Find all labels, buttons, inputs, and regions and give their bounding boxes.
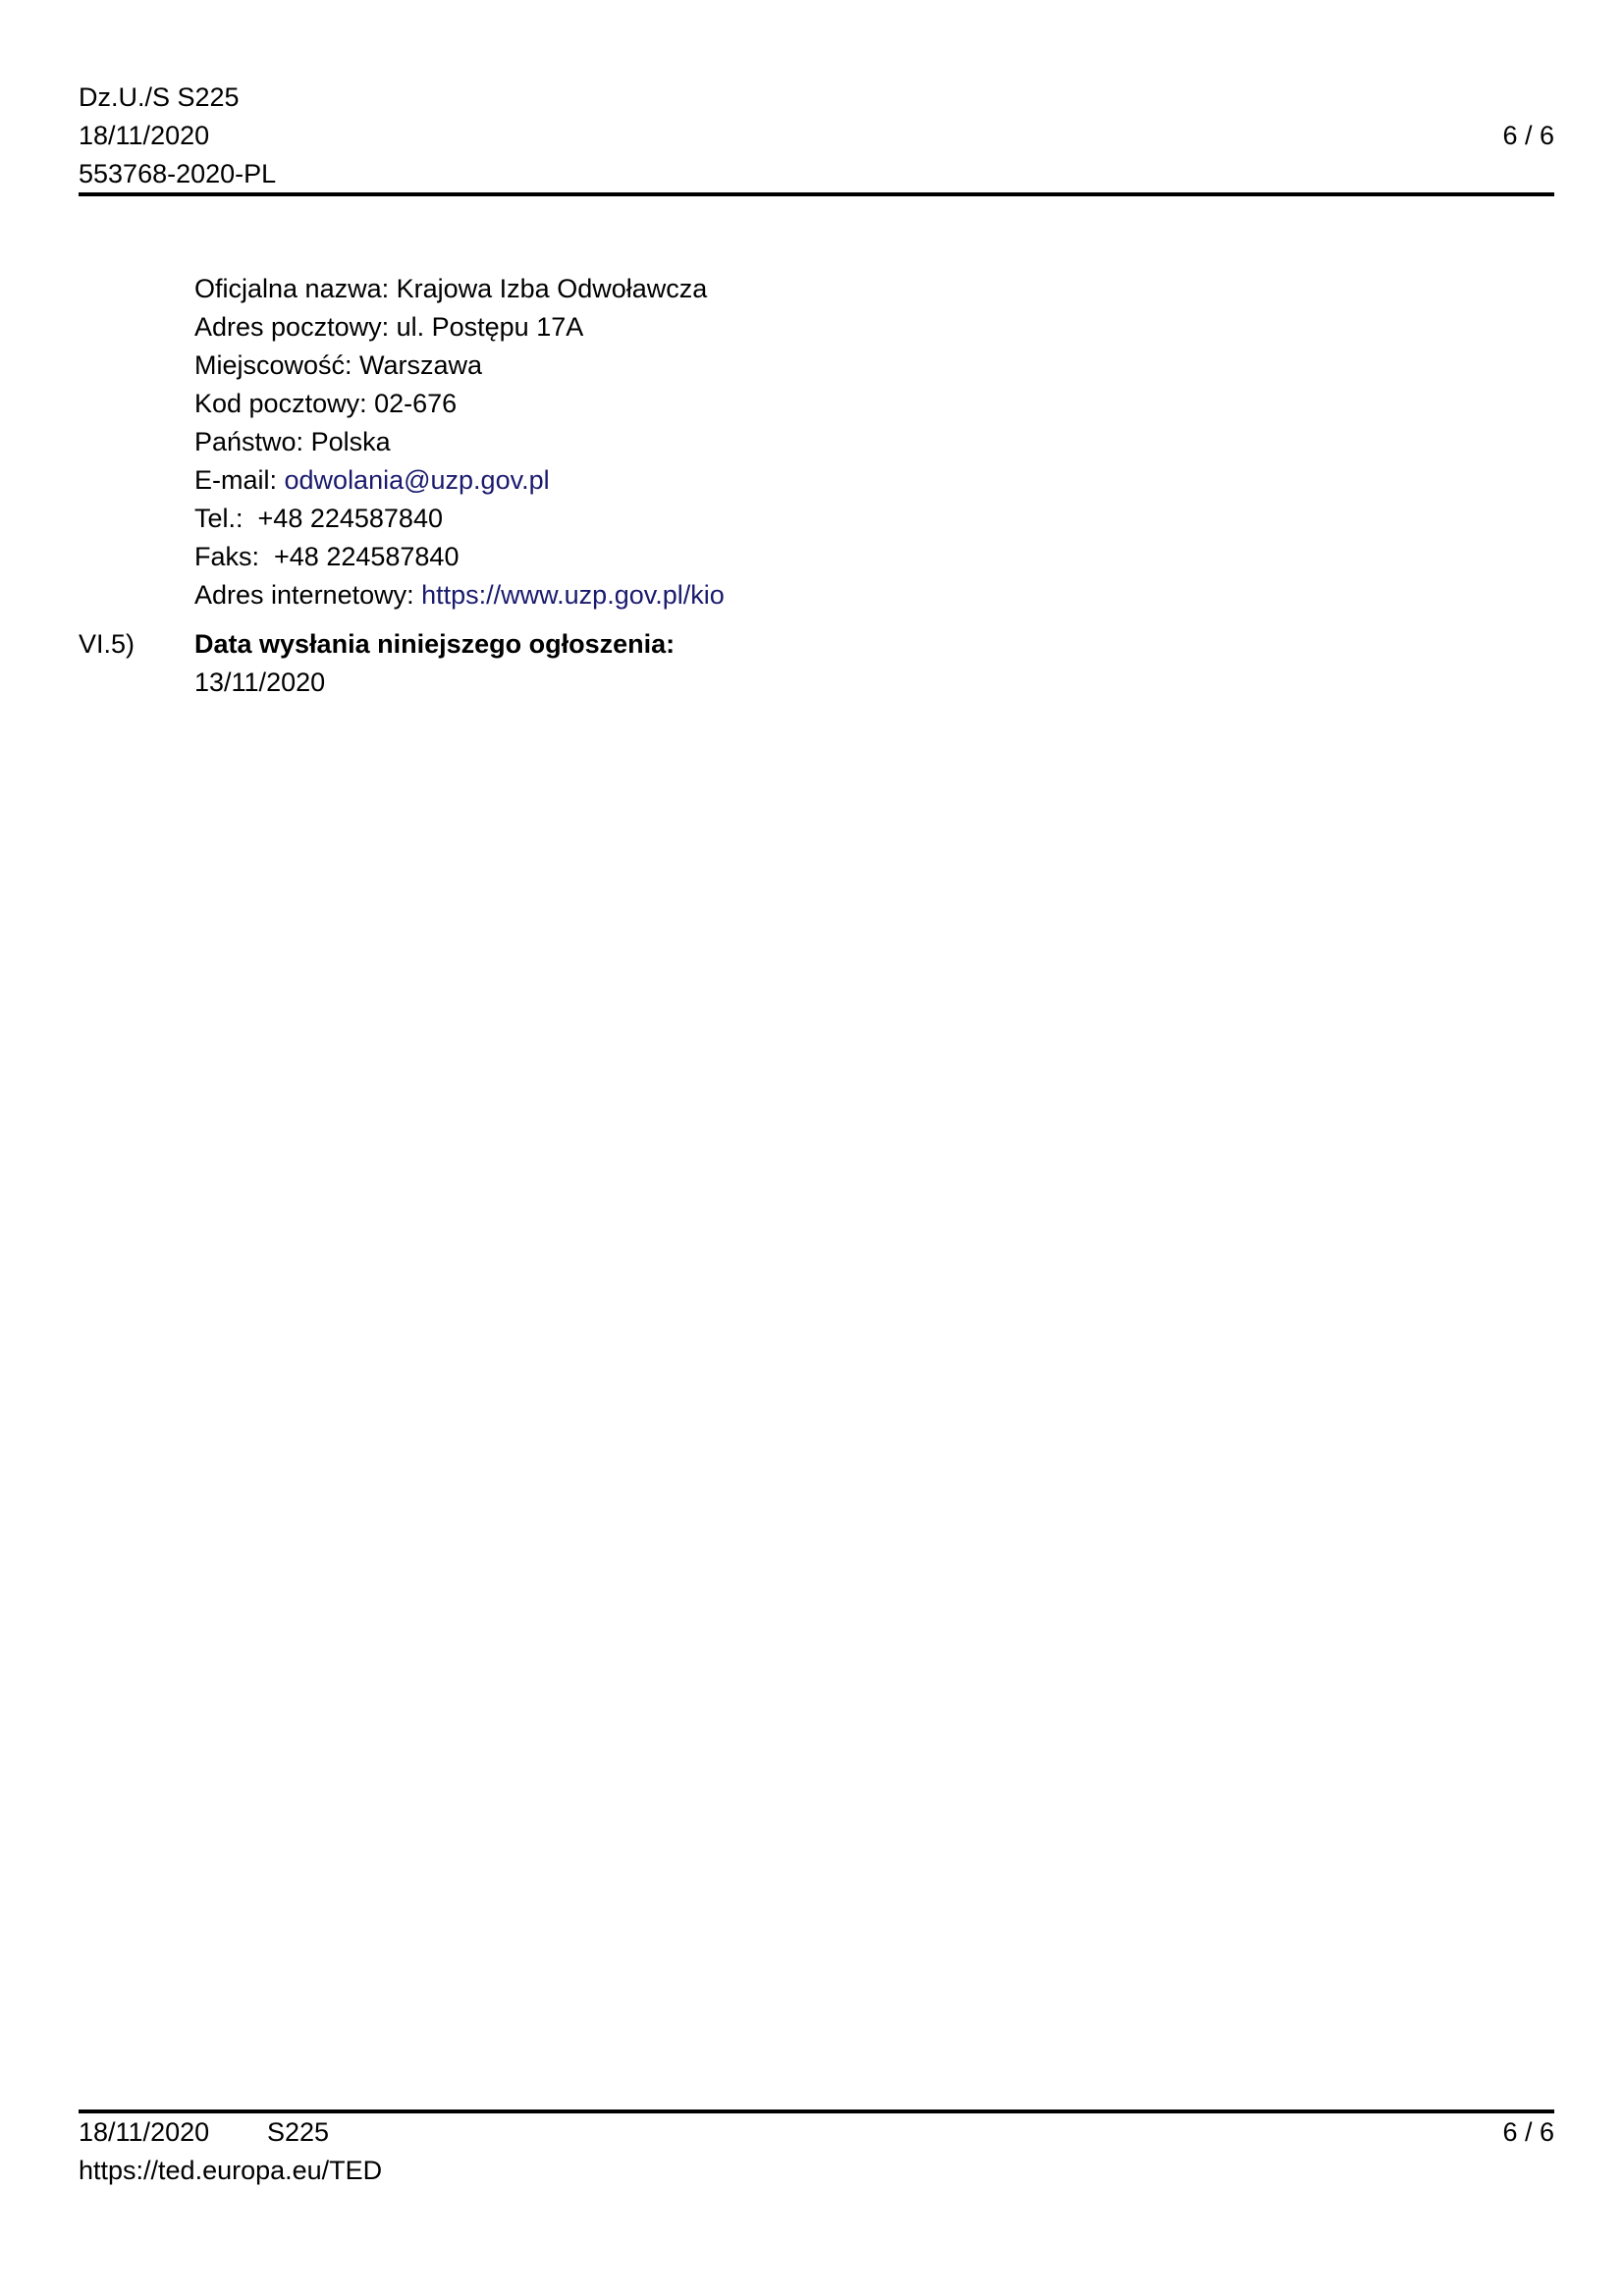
footer-series: S225	[267, 2117, 330, 2147]
section-body	[194, 625, 675, 702]
postal-address-label: Adres pocztowy:	[194, 312, 397, 342]
page-number: 6 / 6	[1502, 121, 1554, 150]
website-link[interactable]: https://www.uzp.gov.pl/kio	[421, 580, 725, 610]
postal-code-line	[194, 385, 1554, 423]
footer-date: 18/11/2020	[79, 2117, 210, 2147]
journal-reference: Dz.U./S S225	[79, 82, 240, 112]
official-name-value: Krajowa Izba Odwoławcza	[396, 274, 708, 303]
town-label: Miejscowość:	[194, 350, 360, 380]
footer-meta	[79, 2113, 1554, 2152]
postal-code-value: 02-676	[374, 389, 458, 418]
footer-page-number: 6 / 6	[1502, 2117, 1554, 2147]
country-label: Państwo:	[194, 427, 311, 456]
section-vi5	[79, 625, 1554, 702]
country-value: Polska	[310, 427, 391, 456]
phone-label: Tel.:	[194, 504, 258, 533]
review-body-address	[194, 270, 1554, 614]
official-name-label: Oficjalna nazwa:	[194, 274, 397, 303]
town-value: Warszawa	[359, 350, 483, 380]
official-name-line	[194, 270, 1554, 308]
postal-address-value: ul. Postępu 17A	[396, 312, 584, 342]
publication-date: 18/11/2020	[79, 121, 210, 150]
fax-line	[194, 538, 1554, 576]
dispatch-date: 13/11/2020	[194, 667, 326, 697]
footer-url: https://ted.europa.eu/TED	[79, 2156, 383, 2185]
header-divider	[79, 192, 1554, 196]
postal-address-line	[194, 308, 1554, 347]
country-line	[194, 423, 1554, 461]
website-label: Adres internetowy:	[194, 580, 422, 610]
header-left	[79, 79, 1554, 193]
postal-code-label: Kod pocztowy:	[194, 389, 375, 418]
fax-value: +48 224587840	[274, 542, 460, 571]
website-line	[194, 576, 1554, 614]
email-label: E-mail:	[194, 465, 285, 495]
page-footer	[79, 2113, 1554, 2190]
phone-line	[194, 500, 1554, 538]
page-header	[79, 79, 1554, 193]
phone-value: +48 224587840	[257, 504, 443, 533]
section-number: VI.5)	[79, 629, 135, 659]
email-line	[194, 461, 1554, 500]
section-title: Data wysłania niniejszego ogłoszenia:	[194, 629, 676, 659]
notice-id: 553768-2020-PL	[79, 159, 277, 188]
email-link[interactable]: odwolania@uzp.gov.pl	[284, 465, 550, 495]
document-body	[79, 270, 1554, 702]
fax-label: Faks:	[194, 542, 275, 571]
town-line	[194, 347, 1554, 385]
